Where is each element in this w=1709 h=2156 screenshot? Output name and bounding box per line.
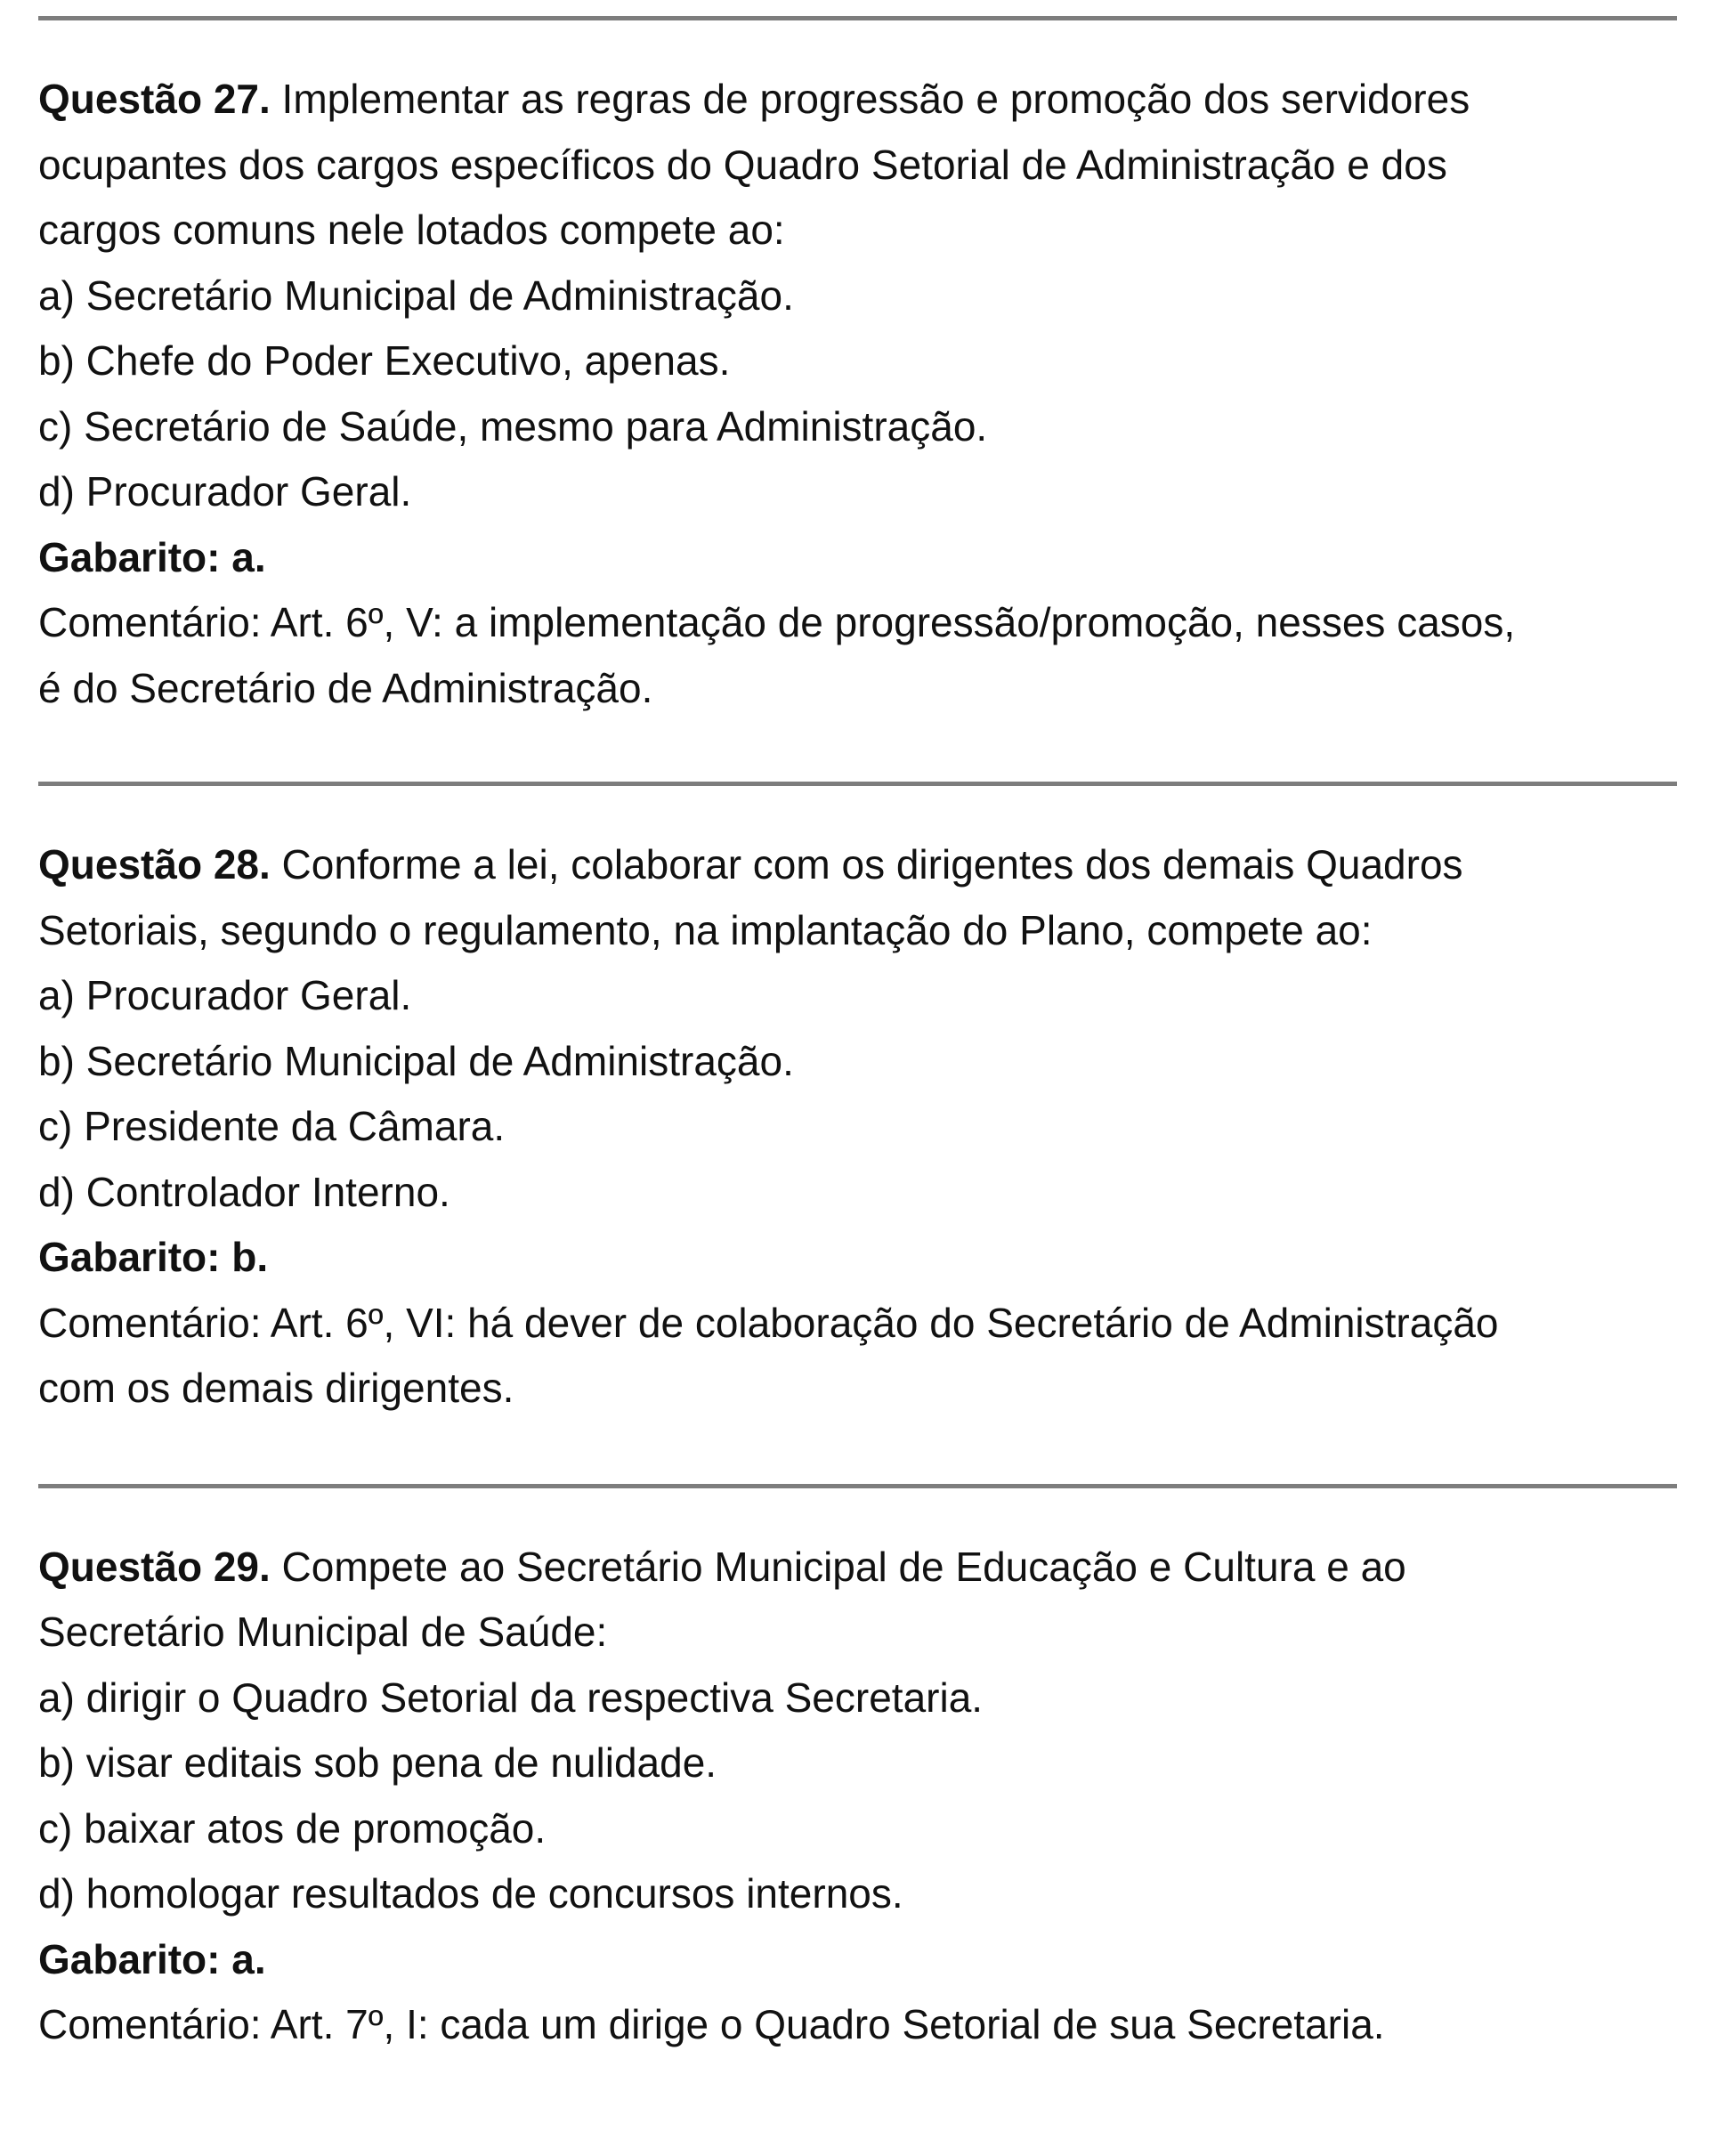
- spacer: [38, 1422, 1677, 1484]
- comment-line: Comentário: Art. 6º, V: a implementação de progressão/promoção, nesses casos,: [38, 599, 1516, 645]
- statement-line: cargos comuns nele lotados compete ao:: [38, 207, 785, 253]
- document-page: [0, 16, 1709, 2156]
- option-d: d) homologar resultados de concursos internos.: [38, 1870, 903, 1917]
- answer-key: Gabarito: a.: [38, 1935, 266, 1982]
- option-a: a) Procurador Geral.: [38, 972, 412, 1018]
- option-c: c) Secretário de Saúde, mesmo para Administração.: [38, 402, 988, 450]
- statement-line: ocupantes dos cargos específicos do Quadro Setorial de Administração e dos: [38, 141, 1447, 188]
- question-statement: [38, 1535, 1677, 1601]
- statement-line: Setoriais, segundo o regulamento, na implantação do Plano, compete ao:: [38, 906, 1373, 953]
- answer-key: Gabarito: b.: [38, 1234, 269, 1280]
- comment-line: Comentário: Art. 7º, I: cada um dirige o Quadro Setorial de sua Secretaria.: [38, 2001, 1385, 2047]
- question-number: Questão 28.: [38, 841, 271, 888]
- option-c: c) Presidente da Câmara.: [38, 1103, 506, 1149]
- question-statement: [38, 67, 1677, 133]
- question-29: [38, 1488, 1677, 2058]
- answer-key: Gabarito: a.: [38, 533, 266, 580]
- option-d: d) Procurador Geral.: [38, 468, 412, 515]
- statement-line: Secretário Municipal de Saúde:: [38, 1609, 608, 1655]
- question-number: Questão 27.: [38, 76, 271, 122]
- statement-line: Conforme a lei, colaborar com os dirigentes dos demais Quadros: [270, 841, 1463, 888]
- spacer: [38, 721, 1677, 782]
- question-27: [38, 20, 1677, 721]
- statement-line: Implementar as regras de progressão e promoção dos servidores: [270, 76, 1470, 122]
- question-28: [38, 786, 1677, 1422]
- comment-line: Comentário: Art. 6º, VI: há dever de colaboração do Secretário de Administração: [38, 1299, 1499, 1346]
- comment-line: com os demais dirigentes.: [38, 1365, 514, 1411]
- option-c: c) baixar atos de promoção.: [38, 1804, 547, 1852]
- question-number: Questão 29.: [38, 1543, 271, 1590]
- statement-line: Compete ao Secretário Municipal de Educação e Cultura e ao: [270, 1543, 1406, 1590]
- option-a: a) Secretário Municipal de Administração.: [38, 272, 794, 319]
- option-b: b) Chefe do Poder Executivo, apenas.: [38, 337, 731, 384]
- question-statement: [38, 832, 1677, 898]
- option-b: b) visar editais sob pena de nulidade.: [38, 1739, 717, 1786]
- option-a: a) dirigir o Quadro Setorial da respectiva Secretaria.: [38, 1674, 984, 1721]
- option-b: b) Secretário Municipal de Administração.: [38, 1037, 794, 1084]
- option-d: d) Controlador Interno.: [38, 1168, 450, 1215]
- comment-line: é do Secretário de Administração.: [38, 664, 653, 711]
